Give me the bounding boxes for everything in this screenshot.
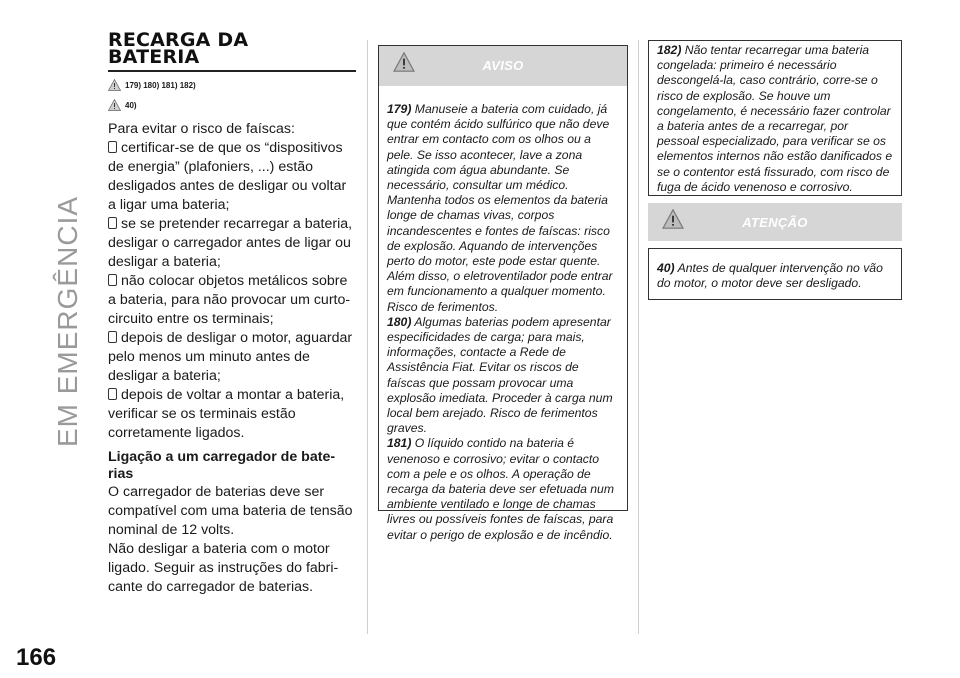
column-divider-2 — [638, 40, 639, 634]
warning-ref-row-2 — [108, 98, 356, 112]
aviso-body — [379, 86, 627, 543]
atencao-box — [648, 248, 902, 300]
subheading: Ligação a um carregador de bate-rias — [108, 449, 336, 482]
bullet-item: certificar-se de que os “dispositivos de energia” (plafoniers, ...) estão desligados antes de desligar ou voltar a ligar uma bateria; — [108, 140, 347, 213]
intro-text: Para evitar o risco de faíscas: — [108, 121, 295, 137]
heading-line-1: RECARGA DA — [108, 29, 249, 51]
checkbox-bullet-icon — [108, 388, 117, 400]
page-number: 166 — [16, 644, 57, 671]
aviso-title: AVISO — [482, 58, 524, 73]
aviso-item: 179) Manuseie a bateria com cuidado, já que contém ácido sulfúrico que não deve entrar em contacto com os olhos ou a pele. Se isso acontecer, lave a zona atingida com água abundante. Se necessário, consultar um médico. Mantenha todos os elementos da bateria longe de chamas vivas, corpos incandescentes e fontes de faíscas: risco de explosão. Aquando de intervenções perto do motor, este pode estar quente. Além disso, o eletroventilador pode entrar em funcionamento a qualquer momento. Risco de ferimentos. — [387, 102, 613, 314]
heading-line-2: BATERIA — [108, 46, 200, 68]
warning-refs-text: 179) 180) 181) 182) — [125, 80, 196, 90]
paragraph-1: O carregador de baterias deve ser compatível com uma bateria de tensão nominal de 12 volts. — [108, 484, 353, 538]
page-heading — [108, 29, 356, 68]
bullet-item: se se pretender recarregar a bateria, desligar o carregador antes de ligar ou desligar a bateria; — [108, 216, 353, 270]
aviso-continuation-body — [649, 41, 901, 195]
checkbox-bullet-icon — [108, 217, 117, 229]
warning-ref-row-1 — [108, 78, 356, 92]
atencao-header — [648, 203, 902, 241]
heading-rule — [108, 70, 356, 72]
warning-triangle-icon — [108, 79, 121, 91]
section-title-text: EM EMERGÊNCIA — [52, 196, 83, 448]
aviso-continuation-box — [648, 40, 902, 196]
bullet-item: depois de voltar a montar a bateria, verificar se os terminais estão corretamente ligados. — [108, 387, 345, 441]
body-text — [108, 120, 356, 597]
column-divider-1 — [367, 40, 368, 634]
bullet-item: depois de desligar o motor, aguardar pelo menos um minuto antes de desligar a bateria; — [108, 330, 353, 384]
atencao-title: ATENÇÃO — [742, 215, 808, 230]
aviso-header — [379, 46, 627, 86]
main-column — [108, 29, 356, 597]
atencao-header-box — [648, 203, 902, 241]
atencao-item: 40) Antes de qualquer intervenção no vão do motor, o motor deve ser desligado. — [657, 261, 883, 291]
checkbox-bullet-icon — [108, 274, 117, 286]
atencao-body — [649, 249, 901, 291]
caution-triangle-icon — [108, 99, 121, 111]
aviso-box — [378, 45, 628, 542]
paragraph-2: Não desligar a bateria com o motor ligado. Seguir as instruções do fabri-cante do carregador de baterias. — [108, 541, 339, 595]
aviso-item: 182) Não tentar recarregar uma bateria congelada: primeiro é necessário descongelá-la, caso contrário, corre-se o risco de explosão. Se houve um congelamento, é necessário fazer controlar a bateria antes de a recarregar, por pessoal especializado, para verificar se os elementos internos não estão danificados e se o contentor está fissurado, com risco de fuga de ácido venenoso e corrosivo. — [657, 43, 893, 194]
caution-refs-text: 40) — [125, 100, 137, 110]
aviso-item: 181) O líquido contido na bateria é venenoso e corrosivo; evitar o contacto com a pele e os olhos. A operação de recarga da bateria deve ser efetuada num ambiente ventilado e longe de chamas livres ou possíveis fontes de faíscas, para evitar o perigo de explosão e de incêndio. — [387, 436, 614, 542]
aviso-item: 180) Algumas baterias podem apresentar especificidades de carga; para mais, informações, contacte a Rede de Assistência Fiat. Evitar os riscos de faíscas que possam provocar uma explosão imediata. Proceder à carga num local bem arejado. Risco de ferimentos graves. — [387, 314, 613, 436]
checkbox-bullet-icon — [108, 331, 117, 343]
section-side-title — [48, 32, 88, 612]
checkbox-bullet-icon — [108, 141, 117, 153]
bullet-item: não colocar objetos metálicos sobre a bateria, para não provocar um curto-circuito entre os terminais; — [108, 273, 351, 327]
